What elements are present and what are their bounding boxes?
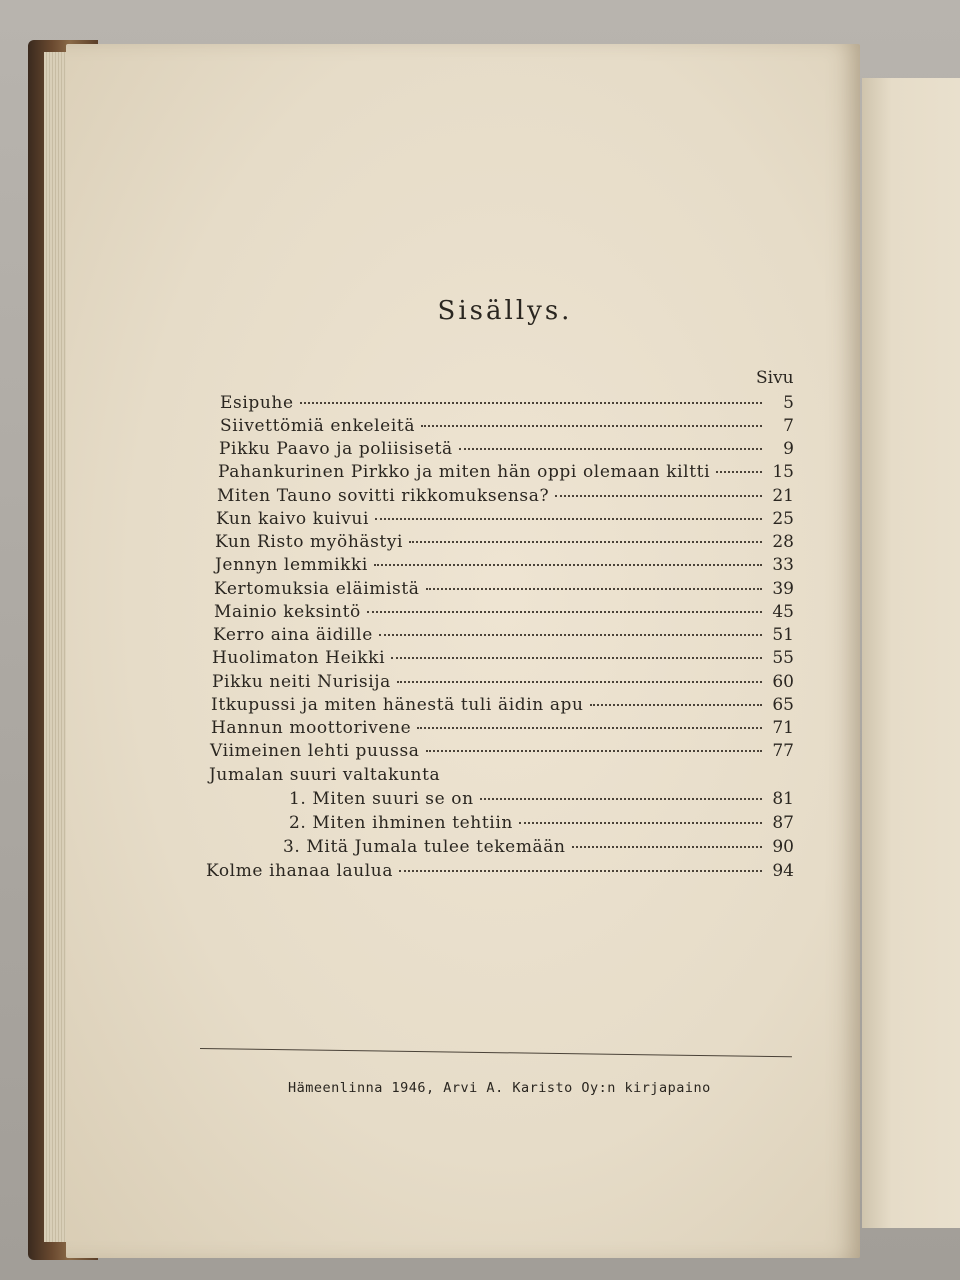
toc-leader xyxy=(397,681,762,683)
toc-page: 21 xyxy=(772,486,794,506)
toc-entry xyxy=(217,485,794,507)
toc-leader xyxy=(716,471,762,473)
toc-title: Kerro aina äidille xyxy=(213,625,373,645)
toc-page: 77 xyxy=(772,741,794,761)
toc-title: Kun Risto myöhästyi xyxy=(215,532,404,552)
toc-entry xyxy=(214,578,794,600)
toc-leader xyxy=(555,495,762,497)
toc-entry xyxy=(219,438,794,460)
imprint-line: Hämeenlinna 1946, Arvi A. Karisto Oy:n kirjapaino xyxy=(288,1080,711,1096)
toc-page: 9 xyxy=(783,439,794,459)
toc-title: 3. Mitä Jumala tulee tekemään xyxy=(283,837,566,857)
toc-leader xyxy=(300,402,762,404)
toc-page: 81 xyxy=(772,789,794,809)
toc-leader xyxy=(374,564,762,566)
toc-page: 87 xyxy=(772,813,794,833)
toc-page: 25 xyxy=(772,509,794,529)
toc-entry xyxy=(211,694,794,716)
toc-page: 65 xyxy=(772,695,794,715)
toc-page: 39 xyxy=(772,579,794,599)
toc-leader xyxy=(417,727,762,729)
toc-title: Miten Tauno sovitti rikkomuksensa? xyxy=(217,486,550,506)
toc-leader xyxy=(590,704,762,706)
toc-page: 60 xyxy=(772,672,794,692)
toc-page: 90 xyxy=(772,837,794,857)
toc-title: Kun kaivo kuivui xyxy=(216,509,370,529)
toc-entry xyxy=(283,836,794,858)
toc-entry xyxy=(289,812,794,834)
toc-leader xyxy=(391,657,762,659)
toc-title: Viimeinen lehti puussa xyxy=(210,741,420,761)
toc-title: 1. Miten suuri se on xyxy=(289,789,474,809)
toc-title: Pahankurinen Pirkko ja miten hän oppi olemaan kiltti xyxy=(218,462,711,482)
toc-page: 55 xyxy=(772,648,794,668)
toc-leader xyxy=(367,611,762,613)
toc-leader xyxy=(426,588,763,590)
toc-leader xyxy=(459,448,762,450)
toc-title: 2. Miten ihminen tehtiin xyxy=(289,813,513,833)
toc-page: 15 xyxy=(772,462,794,482)
toc-entry xyxy=(214,601,794,623)
toc-leader xyxy=(519,822,762,824)
toc-page: 7 xyxy=(783,416,794,436)
toc-entry xyxy=(220,415,794,437)
toc-title: Esipuhe xyxy=(220,393,294,413)
toc-entry xyxy=(215,554,794,576)
toc-title: Jennyn lemmikki xyxy=(215,555,368,575)
toc-leader xyxy=(379,634,762,636)
page-title: Sisällys. xyxy=(437,296,573,326)
toc-entry xyxy=(220,392,794,414)
toc-entry xyxy=(211,717,794,739)
toc-title: Huolimaton Heikki xyxy=(212,648,386,668)
page-column-label: Sivu xyxy=(756,368,794,388)
toc-leader xyxy=(375,518,762,520)
toc-entry xyxy=(206,860,794,882)
toc-leader xyxy=(572,846,762,848)
toc-entry xyxy=(289,788,794,810)
toc-leader xyxy=(426,750,762,752)
toc-title: Kolme ihanaa laulua xyxy=(206,861,394,881)
toc-leader xyxy=(421,425,762,427)
toc-entry xyxy=(210,740,794,762)
toc-page: 33 xyxy=(772,555,794,575)
toc-page: 71 xyxy=(772,718,794,738)
toc-title: Siivettömiä enkeleitä xyxy=(220,416,416,436)
toc-leader xyxy=(480,798,762,800)
toc-page: 94 xyxy=(772,861,794,881)
toc-section-heading xyxy=(209,764,440,786)
toc-page: 5 xyxy=(783,393,794,413)
toc-title: Hannun moottorivene xyxy=(211,718,412,738)
toc-title: Mainio keksintö xyxy=(214,602,361,622)
toc-entry xyxy=(216,508,794,530)
toc-page: 45 xyxy=(772,602,794,622)
toc-entry xyxy=(213,624,794,646)
toc-leader xyxy=(399,870,762,872)
toc-entry xyxy=(218,461,794,483)
toc-page: 28 xyxy=(772,532,794,552)
toc-title: Kertomuksia eläimistä xyxy=(214,579,420,599)
toc-page: 51 xyxy=(772,625,794,645)
toc-title: Pikku Paavo ja poliisisetä xyxy=(219,439,453,459)
toc-entry xyxy=(212,671,794,693)
toc-entry xyxy=(215,531,794,553)
toc-leader xyxy=(409,541,762,543)
toc-title: Pikku neiti Nurisija xyxy=(212,672,391,692)
toc-title: Itkupussi ja miten hänestä tuli äidin apu xyxy=(211,695,584,715)
toc-entry xyxy=(212,647,794,669)
toc-title: Jumalan suuri valtakunta xyxy=(209,765,441,785)
